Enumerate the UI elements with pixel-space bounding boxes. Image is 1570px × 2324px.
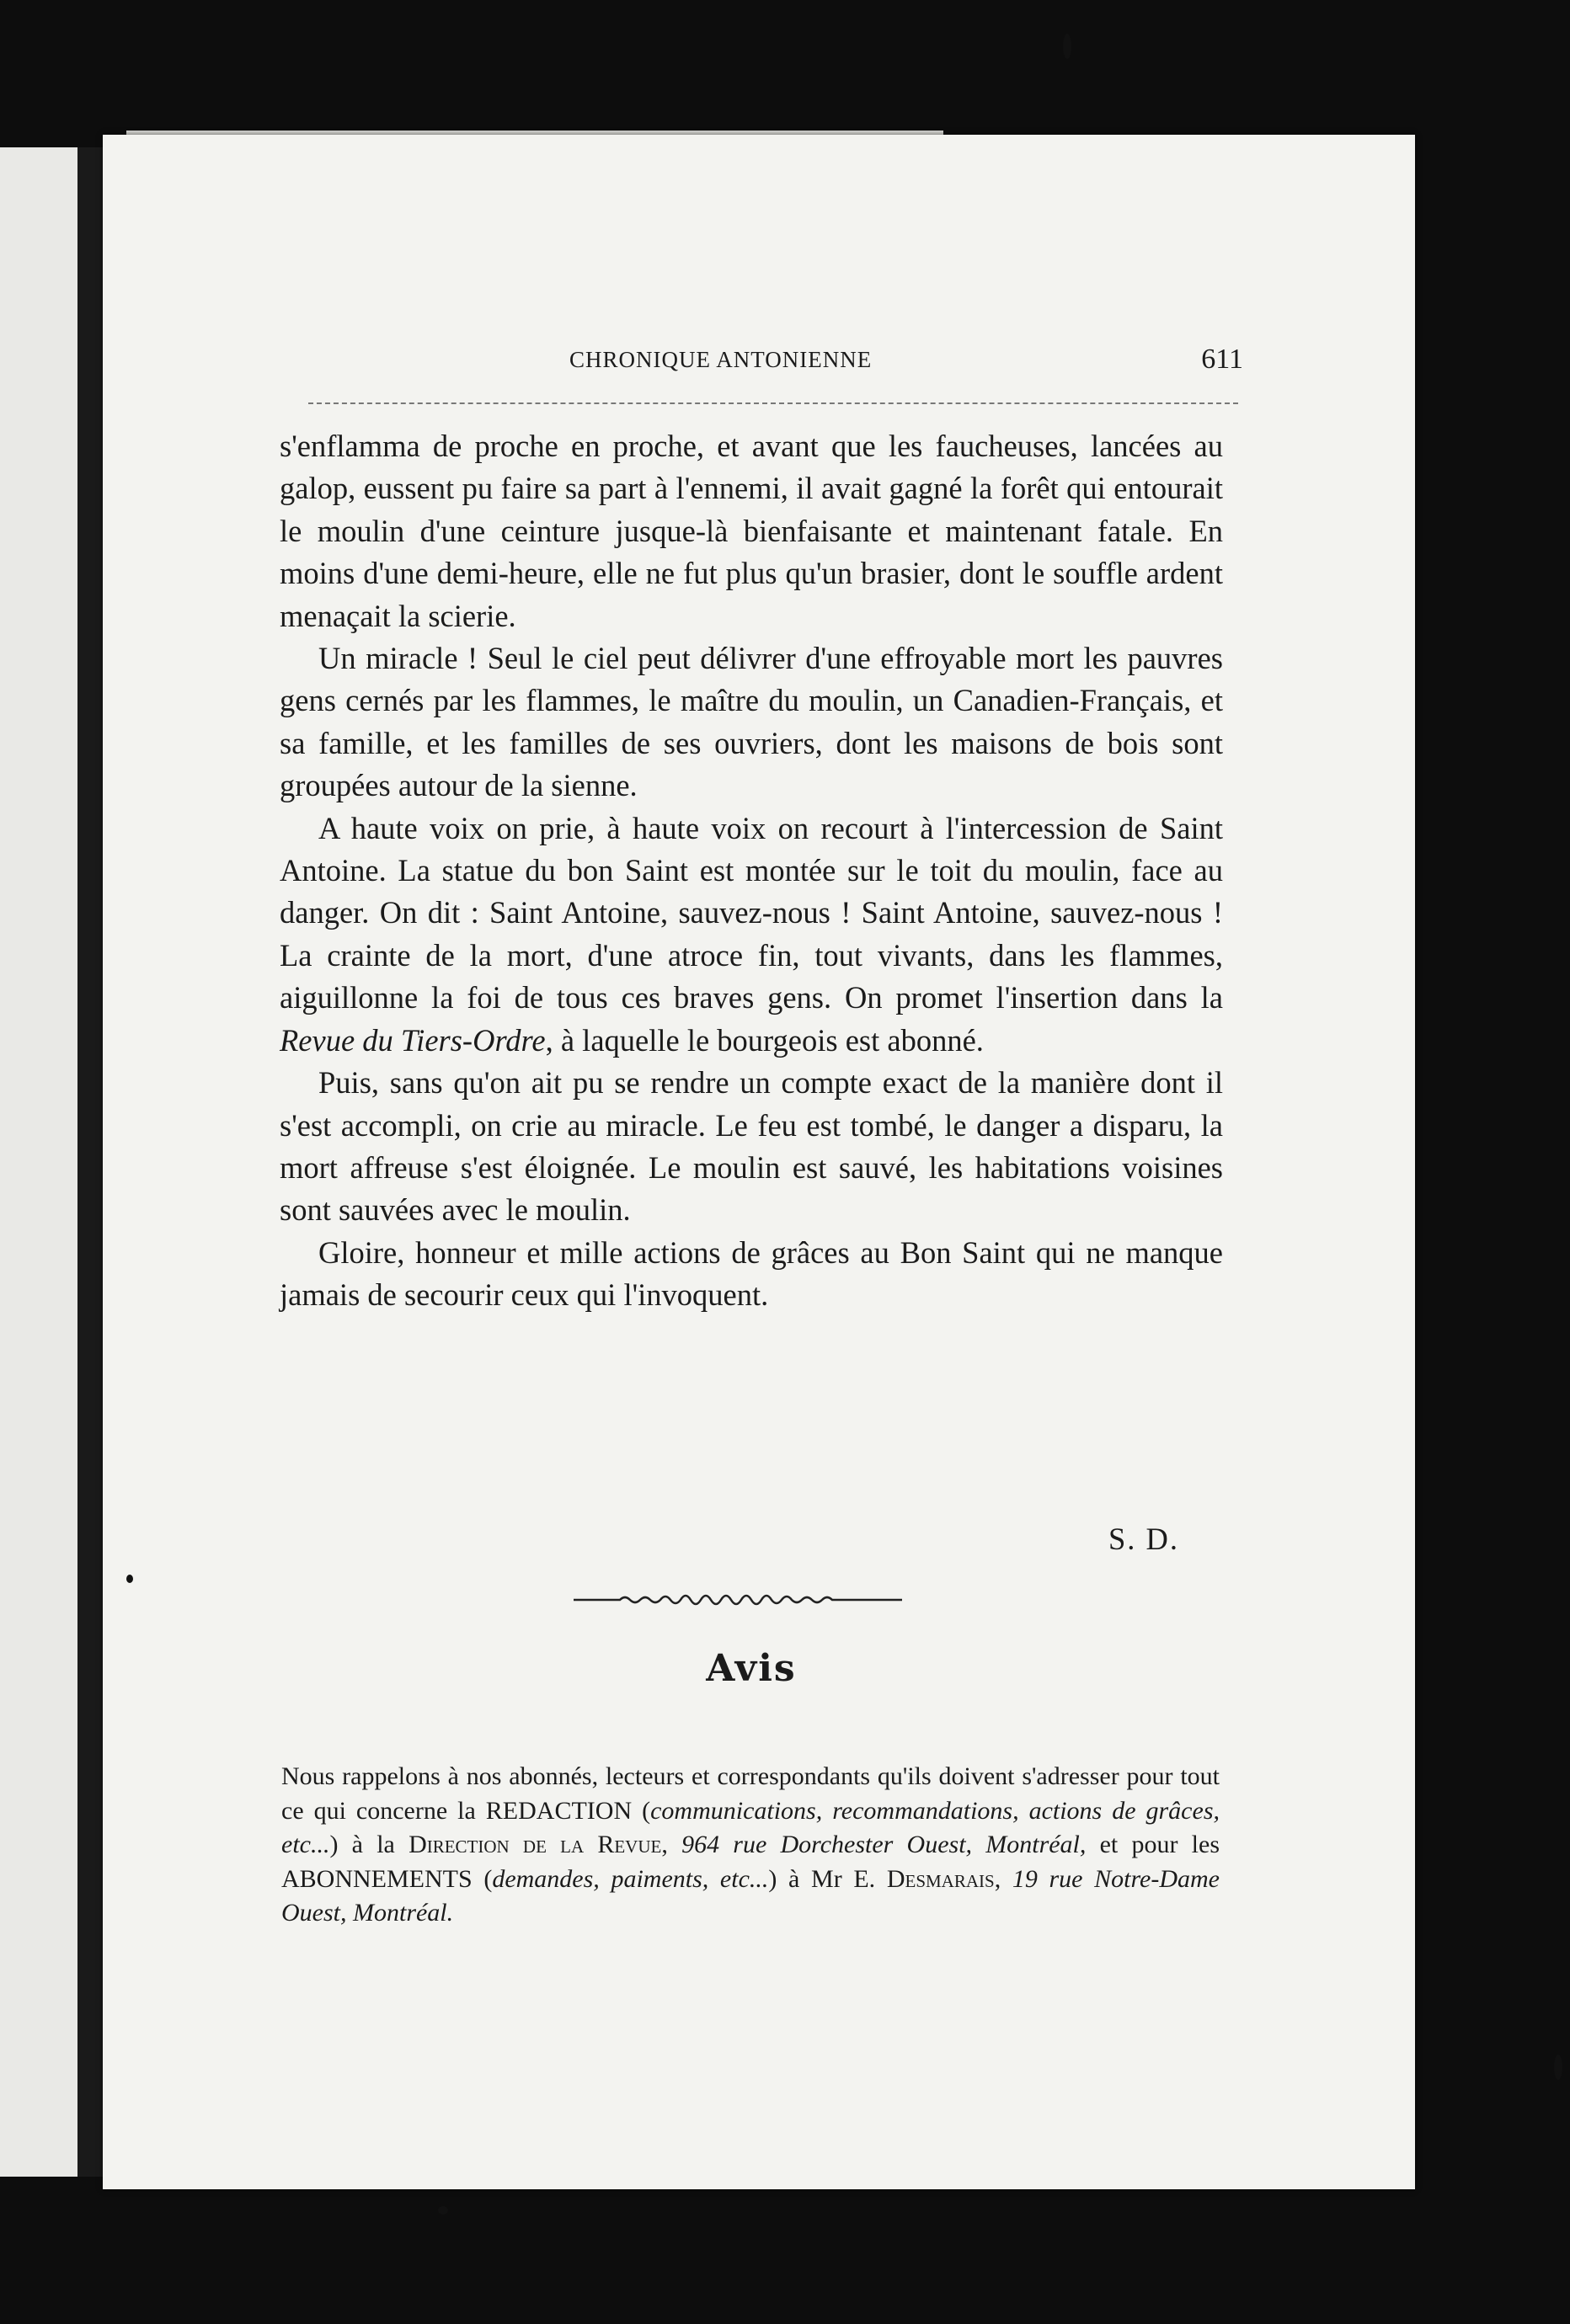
wavy-ornament-divider [569,1581,906,1615]
scan-speck [438,2206,448,2215]
scan-speck [1554,2055,1562,2080]
notice-text: demandes, paiments, etc... [492,1864,769,1893]
author-signature: S. D. [1108,1522,1179,1556]
paragraph-text: A haute voix on prie, à haute voix on recourt à l'intercession de Saint Antoine. La statue du bon Saint est montée sur le toit du moulin, face au danger. On dit : Saint Antoine, sauvez-nous ! Saint Antoine, sauvez-nous ! La crainte de la mort, d'une atroce fin, tout vivants, dans les flammes, aiguillonne la foi de tous ces braves gens. On promet l'insertion dans la Revue du Tiers-Ordre, à laquelle le bourgeois est abonné. [280,810,1223,1058]
facing-page-edge [0,147,77,2177]
notice-address: 19 rue Notre-Dame Ouest, Montréal. [281,1864,1220,1927]
page-gutter [77,147,103,2177]
notice-text: Desmarais [886,1864,995,1893]
notice-text: ) à la [329,1831,409,1858]
notice-text: , [994,1864,1012,1893]
page-number: 611 [1201,344,1243,375]
subscriber-notice [281,1760,1220,1931]
scan-speck [1063,34,1071,59]
scan-speck [126,1575,133,1583]
article-body [280,425,1223,1317]
notice-text: ) à Mr E. [768,1864,887,1893]
paragraph: Puis, sans qu'on ait pu se rendre un compte exact de la manière dont il s'est accompli, on crie au miracle. Le feu est tombé, le danger a disparu, la mort affreuse s'est éloignée. Le moulin est sauvé, les habitations voisines sont sauvées avec le moulin. [280,1065,1223,1228]
notice-text: Direction de la Revue [409,1831,662,1858]
running-title: CHRONIQUE ANTONIENNE [569,347,873,372]
notice-text: , [661,1831,682,1858]
journal-title: Revue du Tiers-Ordre [280,1022,546,1058]
notice-text: communications, recommandations, actions de grâces, etc... [281,1796,1220,1858]
running-header [308,344,1243,381]
header-rule [308,402,1238,404]
notice-heading: Avis [706,1647,797,1690]
notice-address: 964 rue Dorchester Ouest, Montréal, [681,1831,1087,1858]
notice-text: et pour les ABONNEMENTS ( [281,1831,1220,1893]
paragraph: Gloire, honneur et mille actions de grâces au Bon Saint qui ne manque jamais de secourir ceux qui l'invoquent. [280,1234,1223,1313]
notice-text: Nous rappelons à nos abonnés, lecteurs et correspondants qu'ils doivent s'adresser pour tout ce qui concerne la REDACTION ( [281,1762,1220,1825]
paragraph: s'enflamma de proche en proche, et avant que les faucheuses, lancées au galop, eussent pu faire sa part à l'ennemi, il avait gagné la forêt qui entourait le moulin d'une ceinture jusque-là bienfaisante et maintenant fatale. En moins d'une demi-heure, elle ne fut plus qu'un brasier, dont le souffle ardent menaçait la scierie. [280,429,1223,633]
paragraph [280,808,1223,1062]
paragraph: Un miracle ! Seul le ciel peut délivrer d'une effroyable mort les pauvres gens cernés par les flammes, le maître du moulin, un Canadien-Français, et sa famille, et les familles de ses ouvriers, dont les maisons de bois sont groupées autour de la sienne. [280,641,1223,803]
